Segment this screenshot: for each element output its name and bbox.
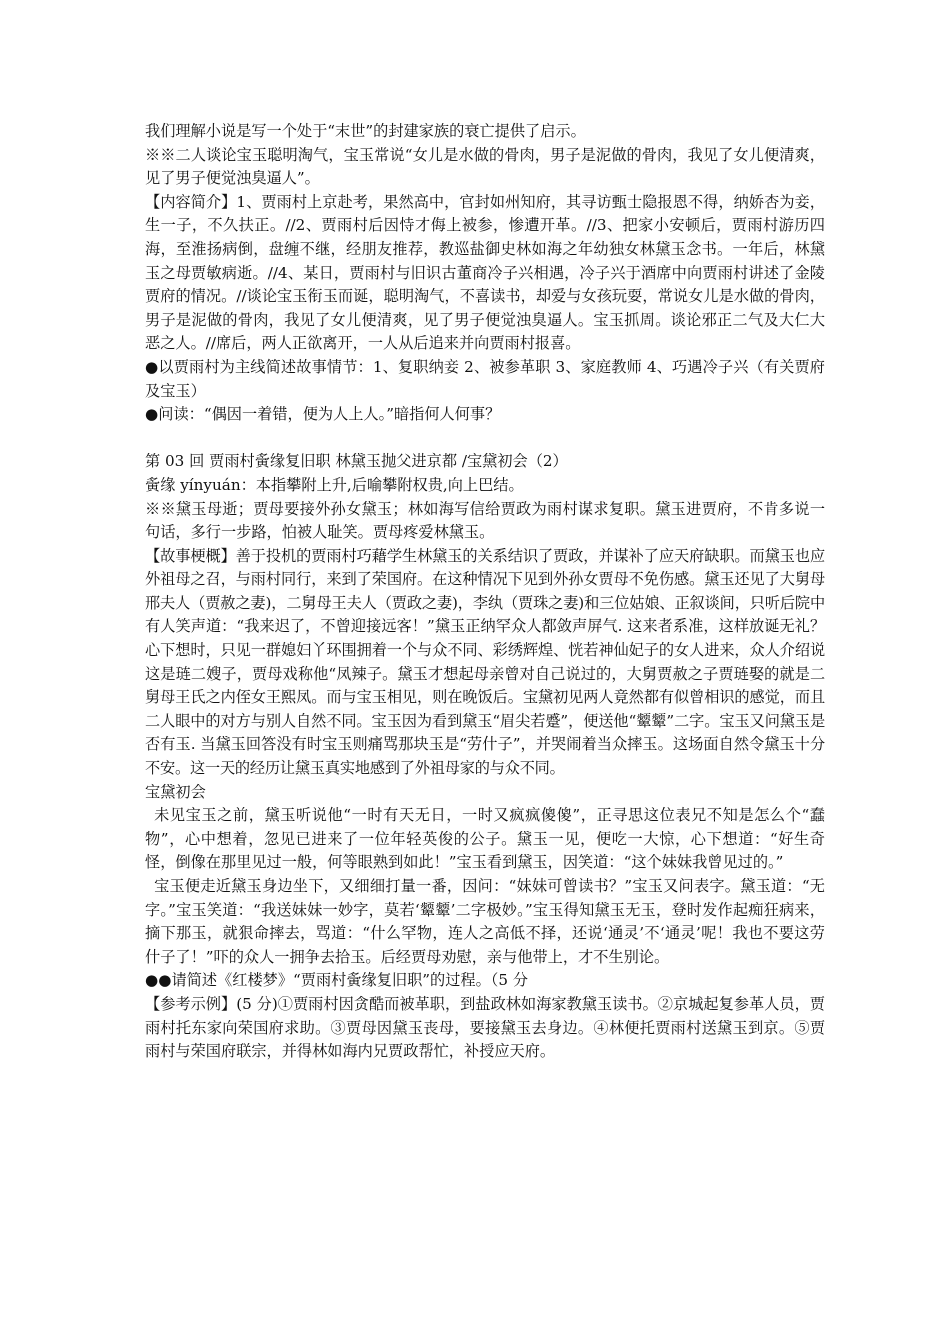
paragraph-plot-outline-question: ●以贾雨村为主线简述故事情节：1、复职纳妾 2、被参革职 3、家庭教师 4、巧遇冷子兴（有关贾府及宝玉） — [145, 357, 825, 400]
paragraph-reference-answer: 【参考示例】(5 分)①贾雨村因贪酷而被革职，到盐政林如海家教黛玉读书。②京城起复参革人员，贾雨村托东家向荣国府求助。③贾母因黛玉丧母，要接黛玉去身边。④林便托贾雨村送黛玉到京。⑤贾雨村与荣国府联宗，并得林如海内兄贾政帮忙，补授应天府。 — [145, 994, 825, 1061]
paragraph-first-meeting-2: 宝玉便走近黛玉身边坐下，又细细打量一番，因问：“妹妹可曾读书？”宝玉又问表字。黛玉道：“无字。”宝玉笑道：“我送妹妹一妙字，莫若‘颦颦’二字极妙。”宝玉得知黛玉无玉，登时发作起痴狂病来，摘下那玉，就狠命摔去，骂道：“什么罕物，连人之高低不择，还说‘通灵’不‘通灵’呢！我也不要这劳什子了！”吓的众人一拥争去拾玉。后经贾母劝慰，亲与他带上，才不生别论。 — [145, 877, 825, 966]
paragraph-word-note: 夤缘 yínyuán：本指攀附上升,后喻攀附权贵,向上巴结。 — [145, 475, 524, 494]
chapter-heading: 第 03 回 贾雨村夤缘复旧职 林黛玉抛父进京都 /宝黛初会（2） — [145, 452, 568, 471]
paragraph-story-synopsis: 【故事梗概】善于投机的贾雨村巧藉学生林黛玉的关系结识了贾政，并谋补了应天府缺职。而黛玉也应外祖母之召，与雨村同行，来到了荣国府。在这种情况下见到外孙女贾母不免伤感。黛玉还见了大舅母邢夫人（贾赦之妻)，二舅母王夫人（贾政之妻)，李纨（贾珠之妻)和三位姑娘、正叙谈间，只听后院中有人笑声道：“我来迟了，不曾迎接远客！”黛玉正纳罕众人都敛声屏气. 这来者系准，这样放诞无礼？心下想时，只见一群媳妇丫环围拥着一个与众不同、彩绣辉煌、恍若神仙妃子的女人进来，众人介绍说这是琏二嫂子，贾母戏称他“凤辣子。黛玉才想起母亲曾对自己说过的，大舅贾赦之子贾琏娶的就是二舅母王氏之内侄女王熙凤。而与宝玉相见，则在晚饭后。宝黛初见两人竟然都有似曾相识的感觉，而且二人眼中的对方与别人自然不同。宝玉因为看到黛玉“眉尖若蹙”，便送他“颦颦”二字。宝玉又问黛玉是否有玉. 当黛玉回答没有时宝玉则痛骂那块玉是“劳什子”，并哭闹着当众摔玉。这场面自然令黛玉十分不安。这一天的经历让黛玉真实地感到了外祖母家的与众不同。 — [145, 546, 825, 778]
paragraph-content-summary: 【内容简介】1、贾雨村上京赴考，果然高中，官封如州知府，其寻访甄士隐报恩不得，纳娇杏为妾，生一子，不久扶正。//2、贾雨村后因恃才侮上被参，惨遭开革。//3、把家小安顿后，贾雨村游历四海，至淮扬病倒，盘缠不继，经朋友推荐，教巡盐御史林如海之年幼独女林黛玉念书。一年后，林黛玉之母贾敏病逝。//4、某日，贾雨村与旧识古董商冷子兴相遇，冷子兴于酒席中向贾雨村讲述了金陵贾府的情况。//谈论宝玉衔玉而诞，聪明淘气，不喜读书，却爱与女孩玩耍，常说女儿是水做的骨肉，男子是泥做的骨肉，我见了女儿便清爽，见了男子便觉浊臭逼人。宝玉抓周。谈论邪正二气及大仁大恶之人。//席后，两人正欲离开，一人从后追来并向贾雨村报喜。 — [145, 192, 825, 353]
paragraph-daiyu-note: ※※黛玉母逝；贾母要接外孙女黛玉；林如海写信给贾政为雨村谋求复职。黛玉进贾府，不肯多说一句话，多行一步路，怕被人耻笑。贾母疼爱林黛玉。 — [145, 499, 825, 542]
paragraph-intro-conclusion: 我们理解小说是写一个处于“末世”的封建家族的衰亡提供了启示。 — [145, 122, 586, 140]
paragraph-first-meeting-1: 未见宝玉之前，黛玉听说他“一时有天无日，一时又疯疯傻傻”，正寻思这位表兄不知是怎么个“蠢物”，心中想着，忽见已进来了一位年轻英俊的公子。黛玉一见，便吃一大惊，心下想道：“好生奇怪，倒像在那里见过一般，何等眼熟到如此！”宝玉看到黛玉，因笑道：“这个妹妹我曾见过的。” — [145, 806, 825, 872]
blank-line — [145, 427, 825, 451]
paragraph-baoyu-quote-note: ※※二人谈论宝玉聪明淘气，宝玉常说“女儿是水做的骨肉，男子是泥做的骨肉，我见了女儿便清爽，见了男子便觉浊臭逼人”。 — [145, 145, 825, 188]
paragraph-reading-question: ●问读：“偶因一着错，便为人上人。”暗指何人何事？ — [145, 405, 501, 424]
document-page — [145, 120, 825, 1064]
paragraph-exam-question: ●●请简述《红楼梦》“贾雨村夤缘复旧职”的过程。（5 分 — [145, 971, 529, 990]
section-heading-first-meeting: 宝黛初会 — [145, 782, 206, 801]
